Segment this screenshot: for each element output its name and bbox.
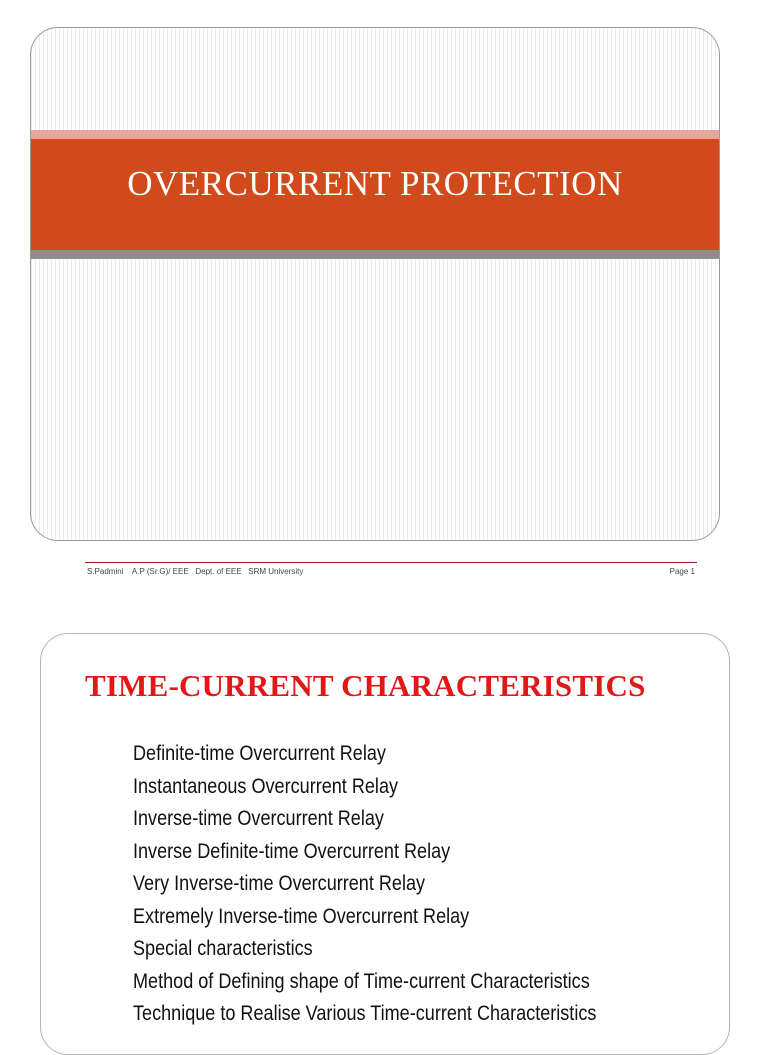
footer-institution: SRM University: [248, 567, 304, 576]
title-slide: [30, 27, 720, 541]
footer-page-number: Page 1: [669, 567, 695, 576]
list-item: Method of Defining shape of Time-current Characteristics: [133, 969, 590, 993]
list-item: Inverse Definite-time Overcurrent Relay: [133, 839, 451, 863]
title-band-top-stripe: [31, 130, 719, 139]
list-item: Special characteristics: [133, 937, 313, 960]
list-item: Definite-time Overcurrent Relay: [133, 742, 386, 765]
page-footer: [85, 562, 697, 579]
slide-title: OVERCURRENT PROTECTION: [127, 164, 623, 203]
title-band-bottom-stripe: [31, 250, 719, 259]
list-item: Inverse-time Overcurrent Relay: [133, 807, 384, 830]
list-item: Very Inverse-time Overcurrent Relay: [133, 872, 426, 895]
topic-list: [133, 738, 672, 1031]
list-item: Technique to Realise Various Time-current Characteristics: [133, 1002, 597, 1025]
footer-author: S.Padmini: [87, 567, 124, 576]
footer-department: Dept. of EEE: [195, 567, 242, 576]
list-item: Extremely Inverse-time Overcurrent Relay: [133, 904, 470, 928]
footer-designation: A.P (Sr.G)/ EEE: [131, 567, 189, 576]
slide-heading: TIME-CURRENT CHARACTERISTICS: [85, 668, 646, 703]
footer-left: [87, 567, 303, 576]
list-item: Instantaneous Overcurrent Relay: [133, 774, 399, 798]
content-slide: [40, 633, 730, 1055]
